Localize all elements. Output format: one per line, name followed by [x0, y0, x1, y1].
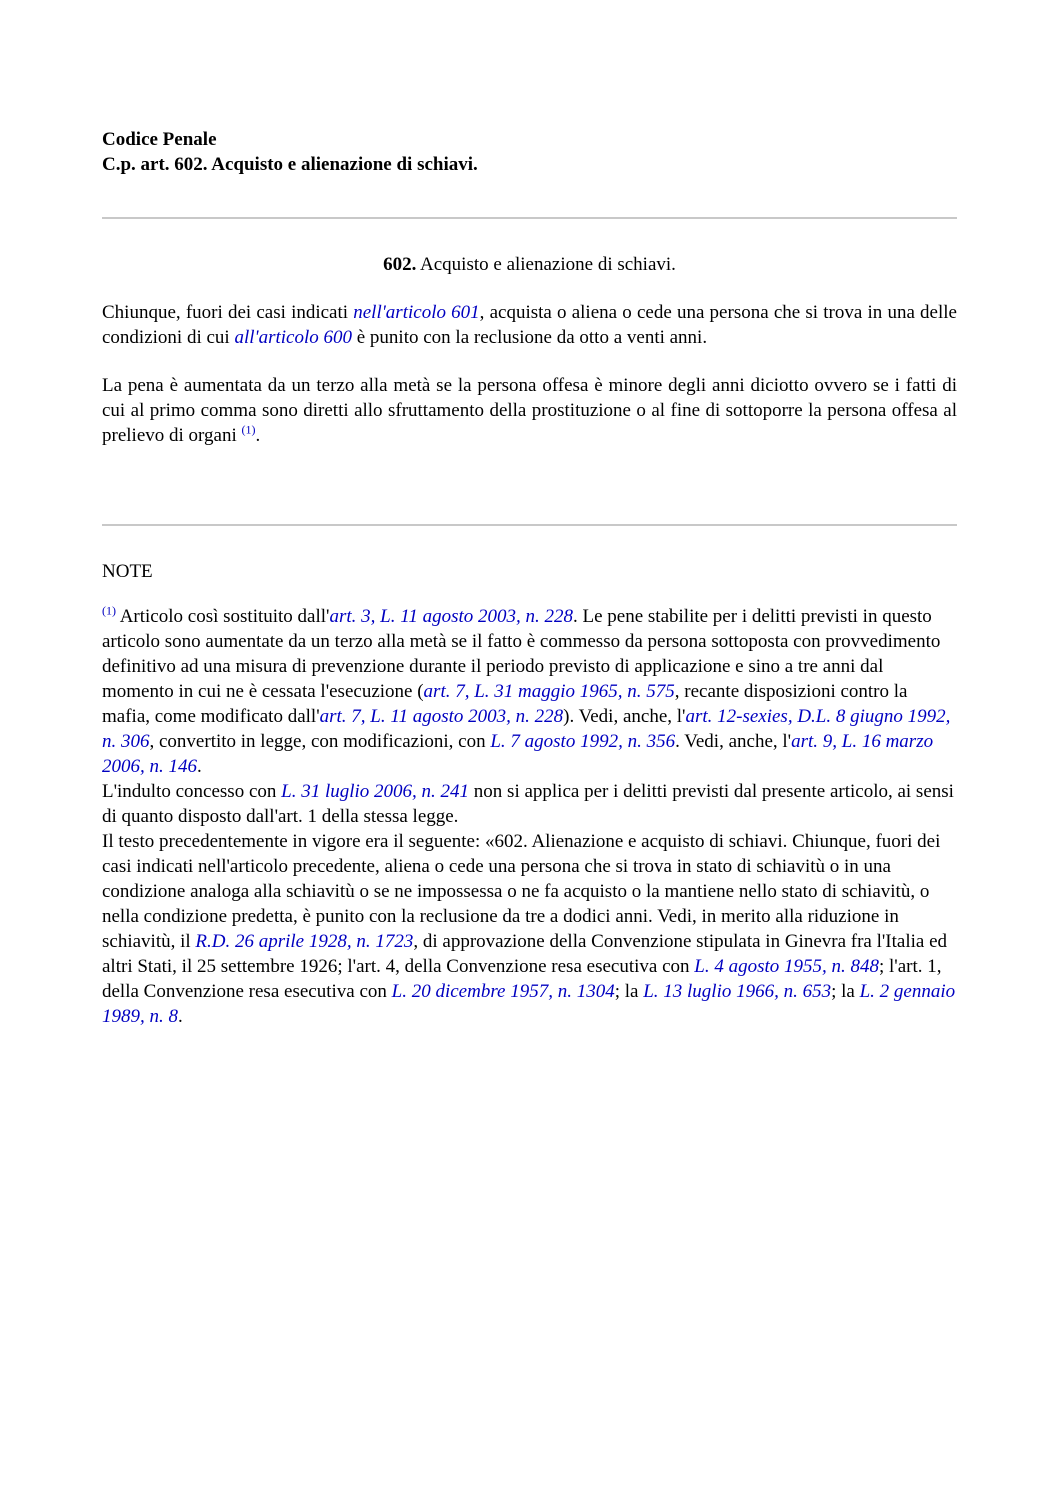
text-run: , convertito in legge, con modificazioni, con — [149, 731, 491, 752]
footnote-ref-1[interactable]: (1) — [241, 422, 256, 437]
link-rd-1723-1928[interactable]: R.D. 26 aprile 1928, n. 1723 — [195, 931, 414, 952]
text-run: . Le pene stabilite per i delitti previsti in questo articolo sono aumentate da un terzo alla metà se il fatto è commesso da persona sottoposta con provvedimento definitivo ad una misura di prevenzione durante il periodo previsto di applicazione e sino a tre anni dal momento in cui ne è cessata l'esecuzione ( — [102, 606, 941, 702]
link-articolo-601[interactable]: nell'articolo 601 — [353, 302, 480, 323]
link-l-575-1965[interactable]: art. 7, L. 31 maggio 1965, n. 575 — [423, 681, 675, 702]
link-l-1304-1957[interactable]: L. 20 dicembre 1957, n. 1304 — [391, 981, 615, 1002]
text-run: ; la — [831, 981, 860, 1002]
footnote-marker-1[interactable]: (1) — [102, 603, 116, 618]
article-heading: C.p. art. 602. Acquisto e alienazione di schiavi. — [102, 154, 478, 175]
article-paragraph-1 — [102, 300, 957, 350]
link-dl-306-1992[interactable]: art. 12-sexies, D.L. 8 giugno 1992, n. 306 — [102, 706, 951, 752]
text-run: ; la — [614, 981, 644, 1002]
text-run: è punito con la reclusione da otto a venti anni. — [352, 327, 708, 348]
text-run: Il testo precedentemente in vigore era il seguente: «602. Alienazione e acquisto di schiavi. Chiunque, fuori dei casi indicati nell'articolo precedente, aliena o cede una persona che si trova in stato di schiavitù o in una condizione analoga alla schiavitù o se ne impossessa o ne fa acquisto o la mantiene nello stato di schiavitù, o nella condizione predetta, è punito con la reclusione da tre a dodici anni. Vedi, in merito alla riduzione in schiavitù, il — [102, 831, 941, 952]
code-title: Codice Penale — [102, 129, 217, 150]
text-run: ). Vedi, anche, l' — [563, 706, 686, 727]
text-run: . — [255, 425, 261, 446]
divider-top — [102, 217, 957, 219]
text-run: . — [197, 756, 202, 777]
notes-heading: NOTE — [102, 561, 153, 582]
note-3 — [102, 829, 957, 1029]
text-run: Chiunque, fuori dei casi indicati — [102, 302, 354, 323]
link-l-848-1955[interactable]: L. 4 agosto 1955, n. 848 — [694, 956, 879, 977]
text-run: ; l'art. 1, della Convenzione resa esecutiva con — [102, 956, 942, 1002]
text-run: L'indulto concesso con — [102, 781, 282, 802]
text-run: non si applica per i delitti previsti dal presente articolo, ai sensi di quanto disposto dall'art. 1 della stessa legge. — [102, 781, 954, 827]
notes-body — [102, 604, 957, 1029]
text-run: . Vedi, anche, l' — [675, 731, 792, 752]
article-title — [102, 253, 957, 277]
article-title-text: Acquisto e alienazione di schiavi. — [416, 254, 676, 275]
document-header — [102, 127, 478, 177]
text-run: . — [178, 1006, 183, 1027]
link-articolo-600[interactable]: all'articolo 600 — [234, 327, 352, 348]
link-art7-l-228-2003[interactable]: art. 7, L. 11 agosto 2003, n. 228 — [319, 706, 564, 727]
text-run: , recante disposizioni contro la mafia, come modificato dall' — [102, 681, 908, 727]
article-paragraph-2 — [102, 373, 957, 448]
link-l-228-2003[interactable]: art. 3, L. 11 agosto 2003, n. 228 — [329, 606, 573, 627]
text-run: Articolo così sostituito dall' — [116, 606, 330, 627]
text-run: , acquista o aliena o cede una persona che si trova in una delle condizioni di cui — [102, 302, 957, 348]
text-run: La pena è aumentata da un terzo alla metà se la persona offesa è minore degli anni diciotto ovvero se i fatti di cui al primo comma sono diretti allo sfruttamento della prostituzione o al fine di sottoporre la persona offesa al prelievo di organi — [102, 375, 957, 446]
link-l-8-1989[interactable]: L. 2 gennaio 1989, n. 8 — [102, 981, 956, 1027]
note-1 — [102, 604, 957, 779]
link-l-146-2006[interactable]: art. 9, L. 16 marzo 2006, n. 146 — [102, 731, 934, 777]
link-l-356-1992[interactable]: L. 7 agosto 1992, n. 356 — [490, 731, 676, 752]
text-run: , di approvazione della Convenzione stipulata in Ginevra fra l'Italia ed altri Stati, il 25 settembre 1926; l'art. 4, della Convenzione resa esecutiva con — [102, 931, 948, 977]
divider-bottom — [102, 524, 957, 526]
article-number: 602. — [383, 254, 417, 275]
note-2 — [102, 779, 957, 829]
link-l-241-2006[interactable]: L. 31 luglio 2006, n. 241 — [281, 781, 470, 802]
link-l-653-1966[interactable]: L. 13 luglio 1966, n. 653 — [643, 981, 832, 1002]
